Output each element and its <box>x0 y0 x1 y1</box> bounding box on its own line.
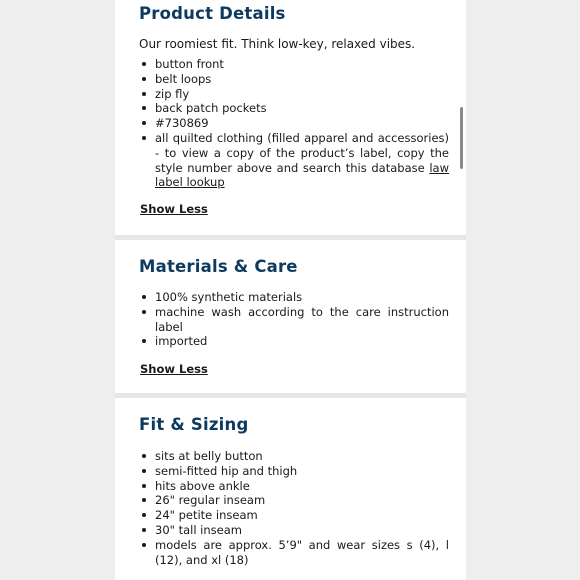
list-item: 26" regular inseam <box>139 493 449 508</box>
materials-care-list <box>139 290 449 349</box>
product-details-section <box>115 0 466 235</box>
show-less-button[interactable]: Show Less <box>140 362 208 376</box>
list-item: zip fly <box>139 87 449 102</box>
list-item: button front <box>139 57 449 72</box>
list-item: 24" petite inseam <box>139 508 449 523</box>
list-item: back patch pockets <box>139 101 449 116</box>
list-item: semi-fitted hip and thigh <box>139 464 449 479</box>
materials-care-section <box>115 240 466 393</box>
list-item: models are approx. 5’9" and wear sizes s (4), l (12), and xl (18) <box>139 538 449 568</box>
label-info-text: all quilted clothing (filled apparel and accessories) - to view a copy of the product’s label, copy the style number above and search this database <box>155 130 449 175</box>
list-item: 100% synthetic materials <box>139 290 449 305</box>
materials-care-title: Materials & Care <box>139 257 298 276</box>
fit-sizing-title: Fit & Sizing <box>139 415 249 434</box>
list-item: sits at belly button <box>139 449 449 464</box>
list-item: machine wash according to the care instruction label <box>139 305 449 335</box>
law-label-lookup-link[interactable]: law label lookup <box>155 160 449 190</box>
scrollbar-thumb[interactable] <box>460 107 463 169</box>
fit-sizing-list <box>139 449 449 567</box>
fit-sizing-section <box>115 398 466 580</box>
list-item: 30" tall inseam <box>139 523 449 538</box>
list-item: belt loops <box>139 72 449 87</box>
product-info-panel <box>115 0 466 580</box>
list-item: hits above ankle <box>139 479 449 494</box>
product-details-list <box>139 57 449 190</box>
product-details-title: Product Details <box>139 4 286 23</box>
list-item-label-info <box>139 131 449 190</box>
list-item: imported <box>139 334 449 349</box>
product-intro-text: Our roomiest fit. Think low-key, relaxed vibes. <box>139 37 416 51</box>
show-less-button[interactable]: Show Less <box>140 202 208 216</box>
list-item: #730869 <box>139 116 449 131</box>
